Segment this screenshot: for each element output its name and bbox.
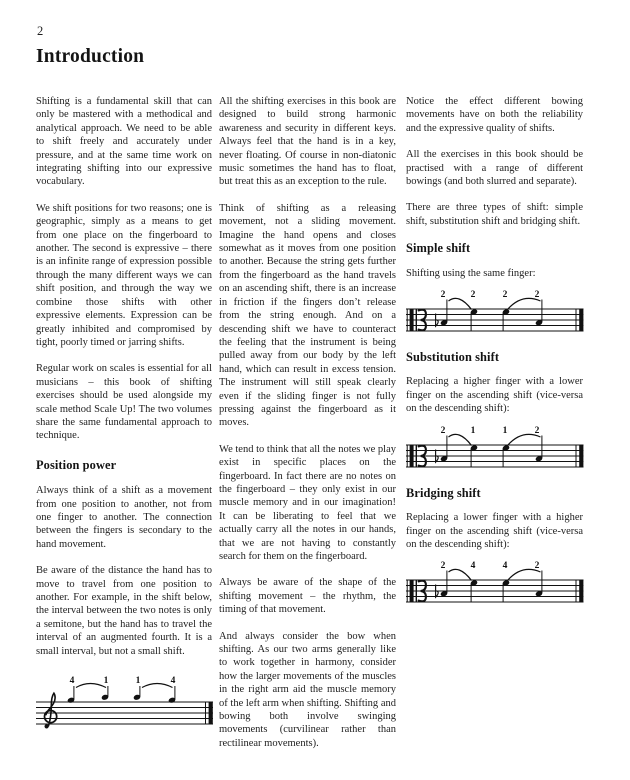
finger-number: 2 <box>502 290 508 301</box>
finger-number: 1 <box>135 676 141 687</box>
alto-clef-icon <box>407 580 426 602</box>
notes <box>440 444 543 462</box>
heading-substitution-shift: Substitution shift <box>406 350 500 365</box>
finger-number: 4 <box>170 676 176 687</box>
paragraph: We tend to think that all the notes we play exist in specific places on the fingerboard. In fact there are no notes on the fingerboard – they only exist in our muscle memory and in our imagination! It can be liberating to feel that we actually carry all the notes in our hands, that we are not having to constantly search for them on the fingerboard. <box>219 443 396 562</box>
finger-number: 2 <box>534 561 540 572</box>
paragraph: Notice the effect different bowing movements have on both the reliability and the expressive quality of shifts. <box>406 96 583 134</box>
paragraph: Regular work on scales is essential for all musicians – this book of shifting exercises should be used alongside my scale method Scale Up! The two volumes share the same fundamental approach to technique. <box>36 363 212 442</box>
music-staff-alto <box>406 285 584 337</box>
note-stems <box>74 686 175 700</box>
caption-simple-shift: Shifting using the same finger: <box>406 267 536 279</box>
slurs <box>449 570 541 581</box>
heading-simple-shift: Simple shift <box>406 241 471 256</box>
paragraph: All the exercises in this book should be practised with a range of different bowings (and both slurred and separate). <box>406 149 583 188</box>
music-example-substitution-shift <box>406 421 583 473</box>
alto-clef-icon <box>407 309 426 331</box>
slurs <box>449 298 541 309</box>
finger-number: 2 <box>440 290 446 301</box>
finger-number: 1 <box>103 676 109 687</box>
treble-clef-icon <box>45 693 57 728</box>
staff-lines <box>406 445 584 467</box>
finger-number: 1 <box>502 425 508 436</box>
paragraph: And always consider the bow when shifting. As our two arms generally like to work together in harmony, consider how the larger movements of the muscles in the right arm aid the muscle memory of the left arm when shifting. Shifting and bowing both involve swinging movements (curvilinear rather than rectilinear movements). <box>219 630 396 749</box>
heading-bridging-shift: Bridging shift <box>406 485 481 500</box>
paragraph: Always be aware of the shape of the shifting movement – the rhythm, the timing of that movement. <box>219 577 396 616</box>
music-example-position-power <box>36 671 212 729</box>
paragraph: We shift positions for two reasons; one is geographic, simply as a means to get from one place on the fingerboard to another. The second is expressive – there is an infinite range of expression possible through the many different ways we can shift position, and through the way we combine those shifts with other expressive elements. Expression can be greatly inhibited and compromised by tight, poorly timed or jarring shifts. <box>36 202 212 348</box>
music-example-bridging-shift <box>406 556 583 608</box>
music-staff-alto <box>406 421 584 473</box>
staff-lines <box>36 702 213 724</box>
note-stems <box>447 435 542 467</box>
staff-lines <box>406 580 584 602</box>
note-stems <box>447 300 542 332</box>
music-staff-alto <box>406 556 584 608</box>
paragraph: There are three types of shift: simple shift, substitution shift and bridging shift. <box>406 202 583 227</box>
column-middle <box>219 95 396 763</box>
caption-substitution-shift: Replacing a higher finger with a lower finger on the ascending shift (vice-versa on the descending shift): <box>406 376 583 415</box>
notes <box>440 309 543 327</box>
finger-number: 4 <box>69 676 75 687</box>
finger-number: 2 <box>470 290 476 301</box>
slurs <box>76 684 173 688</box>
column-left <box>36 95 212 729</box>
finger-number: 1 <box>470 425 476 436</box>
column-right <box>406 95 583 618</box>
staff-lines <box>406 309 584 331</box>
finger-number: 4 <box>502 561 508 572</box>
finger-number: 2 <box>440 425 446 436</box>
page-title: Introduction <box>36 46 145 67</box>
finger-number: 2 <box>440 561 446 572</box>
paragraph: Think of shifting as a releasing movement, not a sliding movement. Imagine the hand opens and closes somewhat as it moves from one position to another. Because the string gets further from the fingerboard as the hand travels on an ascending shift, there is an increase in friction if the fingers don’t release from the string enough. And on a descending shift we have to counteract the feeling that the instrument is being pulled away from our body by the left hand, which can result in excess tension. The instrument will still speak clearly even if the sliding finger is not fully pressing against the fingerboard as it moves. <box>219 202 396 429</box>
note-stems <box>447 571 542 603</box>
slurs <box>449 434 541 445</box>
finger-number: 2 <box>534 425 540 436</box>
heading-position-power: Position power <box>36 457 117 472</box>
music-example-simple-shift <box>406 285 583 337</box>
alto-clef-icon <box>407 445 426 467</box>
paragraph: Be aware of the distance the hand has to move to travel from one position to another. For example, in the shift below, the interval between the two notes is only a semitone, but the hand has to travel the interval of an augmented fourth. It is a small interval, but not a small shift. <box>36 565 212 657</box>
finger-number: 2 <box>534 290 540 301</box>
finger-number: 4 <box>470 561 476 572</box>
caption-bridging-shift: Replacing a lower finger with a higher finger on the ascending shift (vice-versa on the descending shift): <box>406 512 583 550</box>
music-staff-treble <box>36 671 216 729</box>
paragraph: All the shifting exercises in this book are designed to build strong harmonic awareness and security in different keys. Always feel that the hand is in a key, never floating. Of course in non-diatonic music sometimes the hand has to float, but treat this as an exception to the rule. <box>219 96 396 188</box>
page-number: 2 <box>37 24 44 38</box>
paragraph: Always think of a shift as a movement from one position to another, not from one finger to another. The connection between the fingers is secondary to the hand movement. <box>36 485 212 550</box>
paragraph: Shifting is a fundamental skill that can only be mastered with a methodical and analytical approach. We need to be able to shift freely and accurately under pressure, and at the same time work on integrating shifting into our expressive vocabulary. <box>36 96 212 188</box>
notes <box>440 580 543 598</box>
